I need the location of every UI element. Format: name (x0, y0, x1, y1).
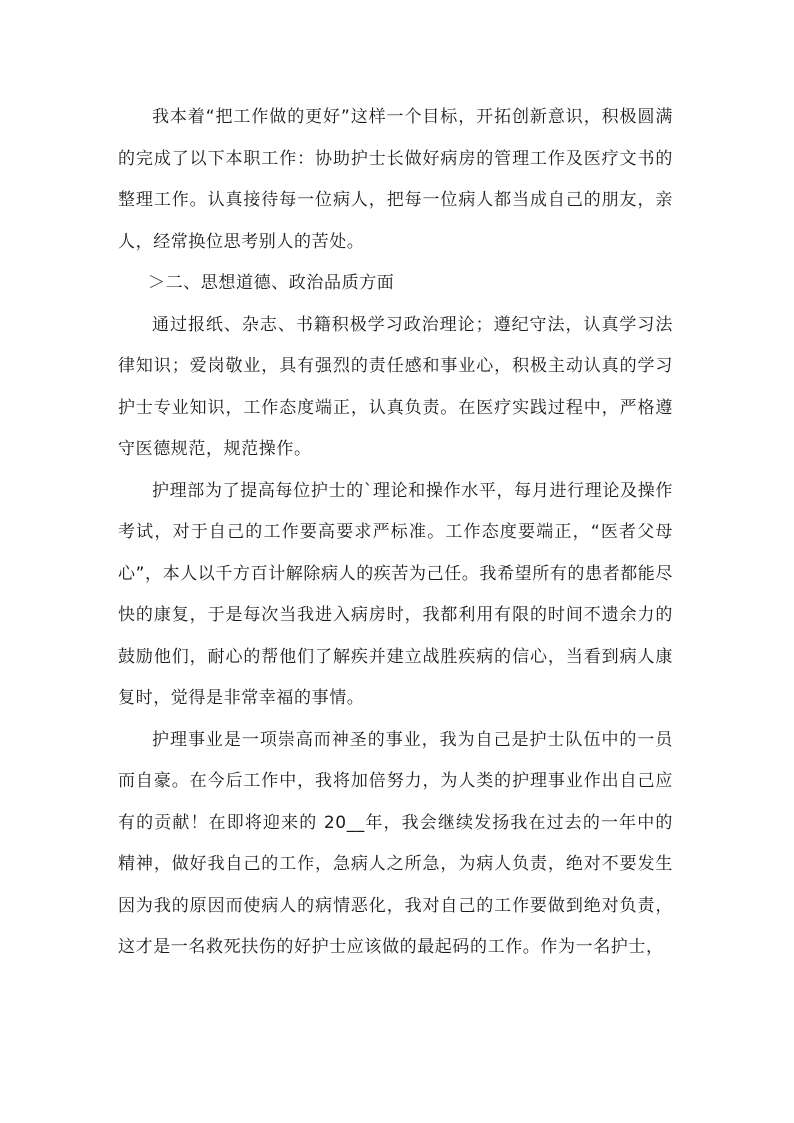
paragraph-nursing-career: 护理事业是一项崇高而神圣的事业，我为自己是护士队伍中的一员而自豪。在今后工作中，我将加倍努力，为人类的护理事业作出自己应有的贡献！在即将迎来的 20__年，我会继续发扬我在过去的一年中的精神，做好我自己的工作，急病人之所急，为病人负责，绝对不要发生因为我的原因而使病人的病情恶化，我对自己的工作要做到绝对负责，这才是一名救死扶伤的好护士应该做的最起码的工作。作为一名护士， (118, 729, 673, 957)
paragraph-political-study: 通过报纸、杂志、书籍积极学习政治理论；遵纪守法，认真学习法律知识；爱岗敬业，具有强烈的责任感和事业心，积极主动认真的学习护士专业知识，工作态度端正，认真负责。在医疗实践过程中，严格遵守医德规范，规范操作。 (118, 314, 673, 459)
section-heading-ethics: ＞二、思想道德、政治品质方面 (148, 273, 395, 293)
paragraph-nursing-training: 护理部为了提高每位护士的`理论和操作水平，每月进行理论及操作考试，对于自己的工作要高要求严标准。工作态度要端正，“医者父母心”，本人以千方百计解除病人的疾苦为己任。我希望所有的患者都能尽快的康复，于是每次当我进入病房时，我都利用有限的时间不遗余力的鼓励他们，耐心的帮他们了解疾并建立战胜疾病的信心，当看到病人康复时，觉得是非常幸福的事情。 (118, 480, 674, 708)
document-body (118, 97, 673, 969)
paragraph-job-duties: 我本着“把工作做的更好”这样一个目标，开拓创新意识，积极圆满的完成了以下本职工作：协助护士长做好病房的管理工作及医疗文书的整理工作。认真接待每一位病人，把每一位病人都当成自己的朋友，亲人，经常换位思考别人的苦处。 (118, 107, 673, 252)
